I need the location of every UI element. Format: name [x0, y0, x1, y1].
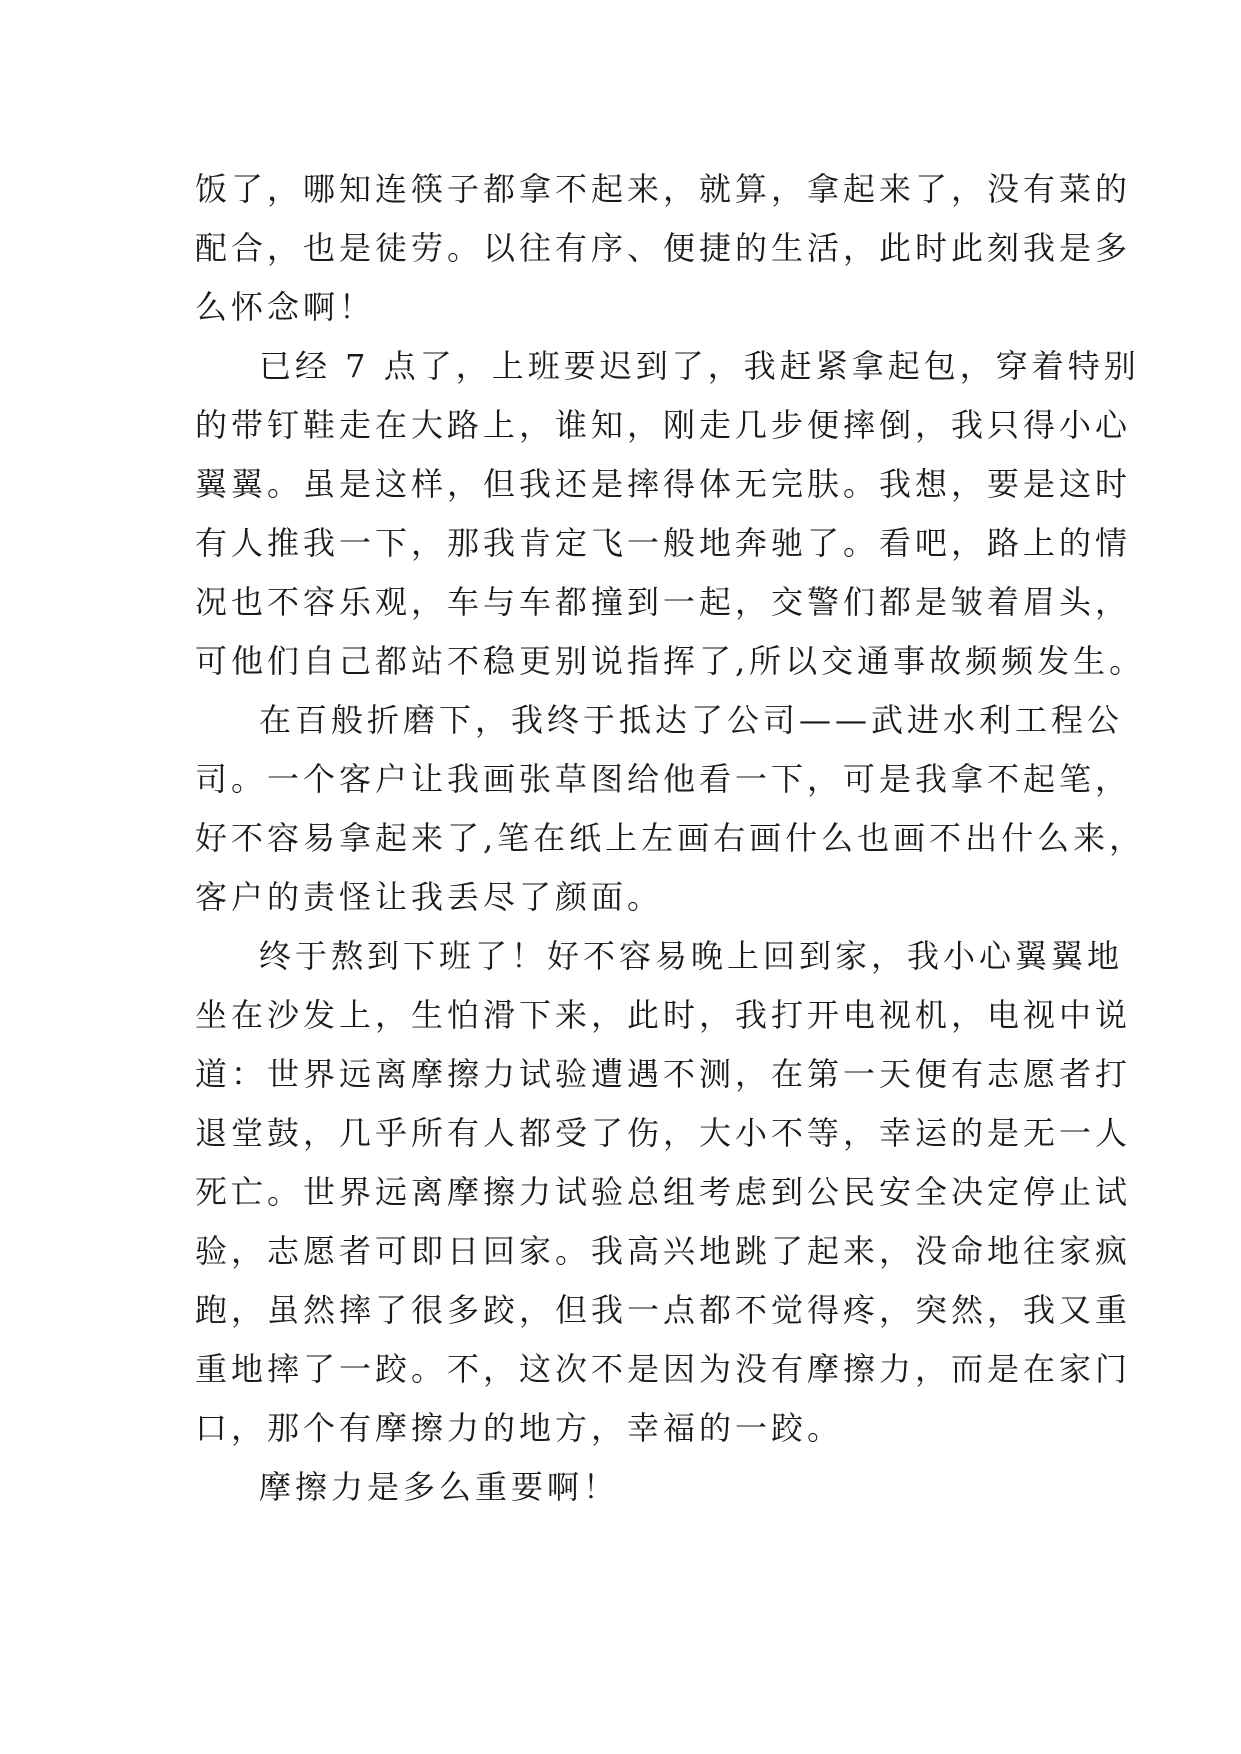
text-line: 口，那个有摩擦力的地方，幸福的一跤。: [195, 1409, 844, 1447]
text-line: 么怀念啊！: [195, 288, 376, 326]
text-line: 的带钉鞋走在大路上，谁知，刚走几步便摔倒，我只得小心: [195, 406, 1132, 444]
text-line: 有人推我一下，那我肯定飞一般地奔驰了。看吧，路上的情: [195, 524, 1132, 562]
text-line: 饭了，哪知连筷子都拿不起来，就算，拿起来了，没有菜的: [195, 170, 1132, 208]
text-line: 翼翼。虽是这样，但我还是摔得体无完肤。我想，要是这时: [195, 465, 1132, 503]
text-line: 可他们自己都站不稳更别说指挥了,所以交通事故频频发生。: [195, 642, 1146, 680]
text-line: 道：世界远离摩擦力试验遭遇不测，在第一天便有志愿者打: [195, 1055, 1132, 1093]
paragraph-first-line: 终于熬到下班了！好不容易晚上回到家，我小心翼翼地: [259, 937, 1124, 975]
paragraph-first-line: 在百般折磨下，我终于抵达了公司——武进水利工程公: [259, 701, 1124, 739]
text-line: 司。一个客户让我画张草图给他看一下，可是我拿不起笔，: [195, 760, 1132, 798]
paragraph-first-line: 摩擦力是多么重要啊！: [259, 1468, 620, 1506]
body-text: [195, 160, 1146, 1517]
text-line: 况也不容乐观，车与车都撞到一起，交警们都是皱着眉头，: [195, 583, 1132, 621]
text-line: 好不容易拿起来了,笔在纸上左画右画什么也画不出什么来，: [195, 819, 1146, 857]
paragraph-first-line: 已经 7 点了，上班要迟到了，我赶紧拿起包，穿着特别: [259, 347, 1140, 385]
text-line: 坐在沙发上，生怕滑下来，此时，我打开电视机，电视中说: [195, 996, 1132, 1034]
text-line: 死亡。世界远离摩擦力试验总组考虑到公民安全决定停止试: [195, 1173, 1132, 1211]
text-line: 跑，虽然摔了很多跤，但我一点都不觉得疼，突然，我又重: [195, 1291, 1132, 1329]
text-line: 客户的责怪让我丢尽了颜面。: [195, 878, 664, 916]
text-line: 重地摔了一跤。不，这次不是因为没有摩擦力，而是在家门: [195, 1350, 1132, 1388]
text-line: 配合，也是徒劳。以往有序、便捷的生活，此时此刻我是多: [195, 229, 1132, 267]
text-line: 退堂鼓，几乎所有人都受了伤，大小不等，幸运的是无一人: [195, 1114, 1132, 1152]
text-line: 验，志愿者可即日回家。我高兴地跳了起来，没命地往家疯: [195, 1232, 1132, 1270]
